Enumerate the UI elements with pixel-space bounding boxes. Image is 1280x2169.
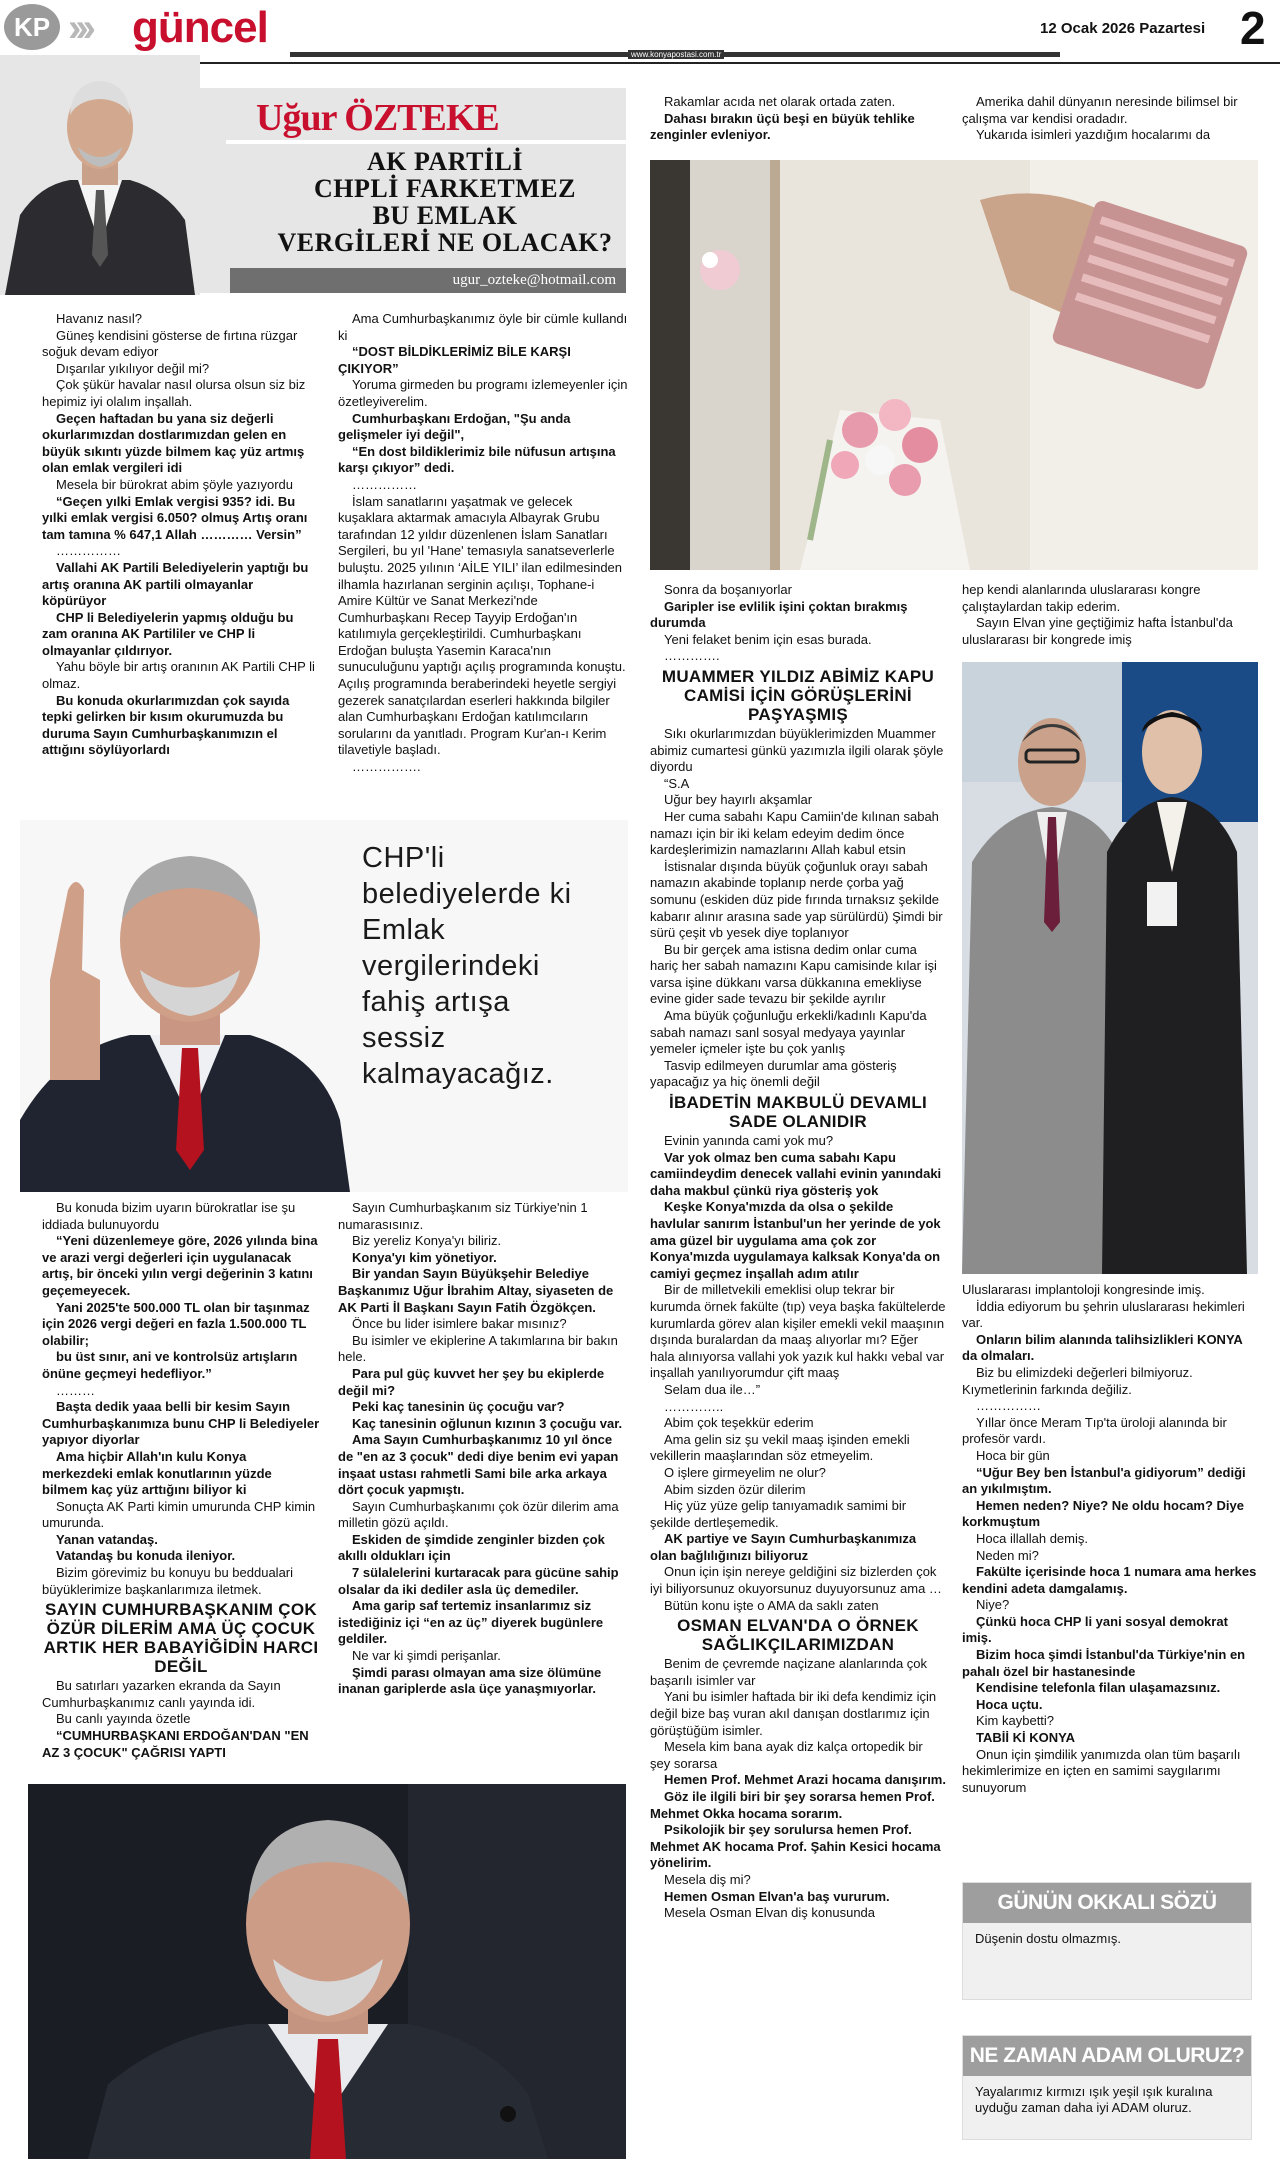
- paragraph: Vatandaş bu konuda ileniyor.: [56, 1548, 236, 1564]
- paragraph: Hemen neden? Niye? Ne oldu hocam? Diye korkmuştum: [962, 1497, 1244, 1530]
- paragraph: Var yok olmaz ben cuma sabahı Kapu camiindeydim denecek vallahi evinin yanındaki daha makbul çünkü riya gösteriş yok: [650, 1149, 942, 1198]
- paragraph: Ama garip saf tertemiz insanlarımız siz istediğiniz içi “en az üç” diyerek bugünlere geldiler.: [338, 1598, 604, 1647]
- paragraph: Tasvip edilmeyen durumlar ama gösteriş yapacağız ya hiç önemli değil: [650, 1057, 897, 1090]
- paragraph: Ama Cumhurbaşkanımız öyle bir cümle kullandı ki: [338, 311, 628, 343]
- paragraph: Abim çok teşekkür ederim: [664, 1415, 814, 1431]
- paragraph: Uğur bey hayırlı akşamlar: [664, 792, 813, 808]
- paragraph: Para pul güç kuvvet her şey bu ekiplerde değil mi?: [338, 1365, 605, 1398]
- quote-line: sessiz: [362, 1022, 446, 1054]
- paragraph: Onların bilim alanında talihsizlikleri KONYA da olmaları.: [962, 1331, 1243, 1364]
- paragraph: “Yeni düzenlemeye göre, 2026 yılında bina ve arazi vergi değerleri için uygulanacak artış, bir önceki yılın vergi değerinin 3 katını geçemeyecek.: [42, 1233, 318, 1298]
- paragraph: Peki kaç tanesinin üç çocuğu var?: [352, 1399, 565, 1415]
- article-column: [650, 94, 946, 144]
- wedding-photo: [650, 160, 1258, 570]
- paragraph: Dahası bırakın üçü beşi en büyük tehlike zenginler evleniyor.: [650, 110, 915, 143]
- paragraph: Bizim hoca şimdi İstanbul'da Türkiye'nin en pahalı özel bir hastanesinde: [962, 1647, 1246, 1679]
- section-name: güncel: [132, 3, 268, 52]
- paragraph: Garipler ise evlilik işini çoktan bırakmış durumda: [650, 598, 908, 631]
- saying-box-title: GÜNÜN OKKALI SÖZÜ: [963, 1883, 1251, 1923]
- wedding-money-image: [650, 160, 1258, 570]
- paragraph: Yoruma girmeden bu programı izlemeyenler için özetleyiverelim.: [338, 377, 628, 409]
- paragraph: Rakamlar acıda net olarak ortada zaten.: [664, 94, 896, 109]
- section-subheading: SAYIN CUMHURBAŞKANIM ÇOK ÖZÜR DİLERİM AMA ÜÇ ÇOCUK ARTIK HER BABAYİĞİDİN HARCI DEĞİL: [43, 1600, 319, 1677]
- author-photo: [0, 55, 200, 295]
- article-column: [338, 311, 628, 776]
- paragraph: “Geçen yılki Emlak vergisi 935? idi. Bu yılki emlak vergisi 6.050? olmuş Artış oranı tam tamına % 647,1 Allah ………… Versin”: [42, 493, 308, 542]
- saying-box-text: Düşenin dostu olmazmış.: [975, 1931, 1121, 1946]
- quote-line: belediyelerde ki: [362, 878, 572, 910]
- paragraph: Bu konuda okurlarımızdan çok sayıda tepki gelirken bir kısım okurumuzda bu duruma Sayın Cumhurbaşkanımızın el attığını söylüyorlardı: [42, 692, 290, 758]
- paragraph: İddia ediyorum bu şehrin uluslararası hekimleri var.: [962, 1298, 1245, 1331]
- paragraph: Dışarılar yıkılıyor değil mi?: [56, 360, 210, 376]
- paragraph: Ama büyük çoğunluğu erkekli/kadınlı Kapu'da sabah namazı sanl sosyal medyaya yayınlar yemeler içmeler işte bu çok yanlış: [650, 1008, 927, 1057]
- paragraph: ……………: [56, 543, 121, 559]
- paragraph: Biz yereliz Konya'yı biliriz.: [352, 1233, 502, 1249]
- masthead: [0, 0, 1280, 62]
- quote-line: vergilerindeki: [362, 950, 540, 982]
- quote-line: kalmayacağız.: [362, 1058, 554, 1090]
- paragraph: İslam sanatlarını yaşatmak ve gelecek kuşaklara aktarmak amacıyla Albayrak Grubu tarafından 12 yıldır düzenlenen İslam Sanatları Sergileri, bu yıl 'Hane' temasıyla sanatseverlerle buluştu. 2025 yılının ‘AİLE YILI’ ilan edilmesinden ilhamla hazırlanan serginin açılışı, Tophane-i Amire Kültür ve Sanat Merkezi'nde Cumhurbaşkanı Recep Tayyip Erdoğan'ın katılımıyla gerçekleştirildi. Cumhurbaşkanı Erdoğan buluşta Yasemin Karaca'nın sunuculuğunu yaptığı açılış programında konuştu. Açılış programında beraberindeki heyetle sergiyi gezerek sanatçılardan eserleri hakkında bilgiler alan Cumhurbaşkanı Erdoğan katılımcıların sorularını da yanıtladı. Program Kur'an-ı Kerim tilavetiyle başladı.: [338, 493, 626, 758]
- paragraph: Onun için işin nereye geldiğini siz bizlerden çok iyi biliyorsunuz okuyorsunuz duyuyorsunuz ama …: [650, 1564, 942, 1597]
- paragraph: CHP li Belediyelerin yapmış olduğu bu zam oranına AK Partililer ve CHP li olmayanlar çıldırıyor.: [42, 609, 294, 658]
- paragraph: İstisnalar dışında büyük çoğunluk orayı sabah namazın akabinde toplanıp nerde çorba yağ somunu (eskiden düz pide fırında tırnaksız şekilde kabarır alınır arasına sade yap sürülürdü) Şimdi bir sürü çeşit vb yesek diye toplanıyor: [650, 858, 943, 941]
- paragraph: Fakülte içerisinde hoca 1 numara ama herkes kendini adeta damgalamış.: [962, 1564, 1257, 1596]
- article-column: [650, 582, 946, 1922]
- section-subheading: OSMAN ELVAN'DA O ÖRNEK SAĞLIKÇILARIMIZDAN: [677, 1616, 919, 1655]
- paragraph: Güneş kendisini gösterse de fırtına rüzgar soğuk devam ediyor: [42, 327, 298, 360]
- kp-logo: KP: [4, 4, 60, 50]
- paragraph: Sıkı okurlarımızdan büyüklerimizden Muammer abimiz cumartesi günkü yazımızla ilgili olarak şöyle diyordu: [650, 725, 944, 775]
- paragraph: Mesela Osman Elvan diş konusunda: [664, 1905, 876, 1921]
- paragraph: Bu isimler ve ekiplerine A takımlarına bir bakın hele.: [338, 1332, 618, 1365]
- paragraph: Mesela kim bana ayak diz kalça ortopedik bir şey sorarsa: [650, 1739, 923, 1771]
- article-column: [962, 94, 1258, 144]
- paragraph: Abim sizden özür dilerim: [664, 1481, 806, 1497]
- erdogan-quote-image: [20, 820, 628, 1192]
- page-number: 2: [1240, 2, 1266, 54]
- paragraph: Konya'yı kim yönetiyor.: [352, 1249, 497, 1265]
- paragraph: Uluslararası implantoloji kongresinde imiş.: [962, 1282, 1205, 1297]
- paragraph: “DOST BİLDİKLERİMİZ BİLE KARŞI ÇIKIYOR”: [338, 344, 571, 376]
- paragraph: Bizim görevimiz bu konuyu bu beddualari büyüklerimize başkanlarımıza iletmek.: [42, 1565, 294, 1597]
- paragraph: Ama Sayın Cumhurbaşkanımız 10 yıl önce de "en az 3 çocuk" dedi diye benim evi yapan inşaat ustası rahmetli Sami bile arka arkaya dört çocuk yapmıştı.: [338, 1432, 619, 1498]
- paragraph: Her cuma sabahı Kapu Camiin'de kılınan sabah namazı için bir iki kelam edeyim dedim önce kardeşlerimizin namazlarını Allah kabul etsin: [650, 808, 939, 858]
- paragraph: Ama hiçbir Allah'ın kulu Konya merkezdeki emlak konutlarının yüzde bilmem kaç yüz arttığını biliyor ki: [42, 1448, 272, 1498]
- paragraph: Psikolojik bir şey sorulursa hemen Prof. Mehmet AK hocama Prof. Şahin Kesici hocama yönelirim.: [650, 1822, 941, 1871]
- paragraph: Havanız nasıl?: [56, 311, 142, 326]
- paragraph: Bir de milletvekili emeklisi olup tekrar bir kurumda örnek fakülte (tıp) veya başka fakültelerde kurumlarda görev alan kişiler emekli vekil maaşının dışında buralardan da maaş alıyorlar mı? Eğer hala alınıyorsa vallahi yok yazık kul hakkı vebal var inşallah yanılıyorumdur çift maaş: [650, 1282, 946, 1381]
- article-column: [42, 311, 320, 759]
- article-column: [42, 1200, 320, 1761]
- paragraph: Hemen Prof. Mehmet Arazi hocama danışırım.: [664, 1772, 946, 1788]
- manners-box: [962, 2035, 1252, 2140]
- paragraph: Çok şükür havalar nasıl olursa olsun siz biz hepimiz iyi olalım inşallah.: [42, 377, 306, 409]
- saying-box: [962, 1882, 1252, 2000]
- paragraph: Hoca uçtu.: [976, 1696, 1043, 1712]
- paragraph: Yanan vatandaş.: [56, 1531, 158, 1547]
- paragraph: Amerika dahil dünyanın neresinde bilimsel bir çalışma var kendisi oradadır.: [962, 94, 1238, 126]
- manners-box-title: NE ZAMAN ADAM OLURUZ?: [963, 2036, 1251, 2076]
- erdogan-portrait-image: [28, 1784, 626, 2159]
- paragraph: …………..: [664, 1398, 724, 1414]
- paragraph: O işlere girmeyelim ne olur?: [664, 1464, 826, 1480]
- paragraph: “S.A: [664, 775, 690, 791]
- paragraph: Eskiden de şimdide zenginler bizden çok akıllı oldukları için: [338, 1531, 605, 1564]
- paragraph: Niye?: [976, 1597, 1010, 1613]
- paragraph: Şimdi parası olmayan ama size ölümüne inanan gariplerde asla üçe yanaşmıyorlar.: [338, 1664, 602, 1697]
- paragraph: Yani 2025'te 500.000 TL olan bir taşınmaz için 2026 vergi değeri en fazla 1.500.000 TL olabilir;: [42, 1299, 310, 1348]
- paragraph: Bu bir gerçek ama istisna dedim onlar cuma hariç her sabah namazını Kapu camisinde kılar işi varsa işine dükkanı varsa dükkanına emekliyse evine gider sade tevazu bir şekilde ayrılır: [650, 941, 937, 1007]
- author-rule: [226, 140, 626, 144]
- paragraph: Neden mi?: [976, 1547, 1039, 1563]
- paragraph: Başta dedik yaaa belli bir kesim Sayın Cumhurbaşkanımıza bunu CHP li Belediyeler yapıyor diyorlar: [42, 1399, 320, 1448]
- issue-date: 12 Ocak 2026 Pazartesi: [1040, 20, 1206, 37]
- author-email: ugur_ozteke@hotmail.com: [230, 268, 626, 293]
- paragraph: Ama gelin siz şu vekil maaş işinden emekli vekillerin maaşlarından söz etmeyelim.: [650, 1431, 910, 1464]
- paragraph: Bu canlı yayında özetle: [56, 1711, 191, 1727]
- paragraph: hep kendi alanlarında uluslararası kongre çalıştaylardan takip ederim.: [962, 582, 1201, 614]
- paragraph: 7 sülalelerini kurtaracak para gücüne sahip olsalar da iki dediler asla üç demediler.: [338, 1565, 619, 1597]
- paragraph: AK partiye ve Sayın Cumhurbaşkanımıza olan bağlılığınızı biliyoruz: [650, 1531, 917, 1563]
- paragraph: “Uğur Bey ben İstanbul'a gidiyorum” dediği an yıkılmıştım.: [962, 1464, 1246, 1497]
- congress-photo: [962, 662, 1258, 1274]
- quote-overlay-text: [362, 840, 572, 1092]
- paragraph: Evinin yanında cami yok mu?: [664, 1133, 834, 1149]
- author-name: Uğur ÖZTEKE: [256, 97, 499, 139]
- paragraph: bu üst sınır, ani ve kontrolsüz artışların önüne geçmeyi hedefliyor.”: [42, 1349, 298, 1381]
- paragraph: Çünkü hoca CHP li yani sosyal demokrat imiş.: [962, 1613, 1228, 1646]
- paragraph: Cumhurbaşkanı Erdoğan, "Şu anda gelişmeler iyi değil",: [338, 410, 571, 443]
- two-men-photo: [962, 662, 1258, 1274]
- article-column: [338, 1200, 628, 1698]
- headline-line: CHPLİ FARKETMEZ: [314, 174, 576, 203]
- paragraph: Hemen Osman Elvan'a baş vururum.: [664, 1888, 890, 1904]
- paragraph: Biz bu elimizdeki değerleri bilmiyoruz. Kıymetlerinin farkında değiliz.: [962, 1364, 1193, 1397]
- paragraph: TABİİ Kİ KONYA: [976, 1730, 1075, 1746]
- paragraph: Bir yandan Sayın Büyükşehir Belediye Başkanımız Uğur İbrahim Altay, siyaseten de AK Parti İl Başkanı Sayın Fatih Özgökçen.: [338, 1266, 614, 1315]
- paragraph: Kim kaybetti?: [976, 1713, 1055, 1729]
- paragraph: Yukarıda isimleri yazdığım hocalarımı da: [976, 127, 1211, 143]
- portrait-photo: [28, 1784, 626, 2159]
- masthead-site: www.konyapostasi.com.tr: [628, 50, 724, 59]
- paragraph: “CUMHURBAŞKANI ERDOĞAN'DAN "EN AZ 3 ÇOCUK" ÇAĞRISI YAPTI: [42, 1728, 309, 1760]
- paragraph: Kendisine telefonla filan ulaşamazsınız.: [976, 1680, 1221, 1696]
- paragraph: Yeni felaket benim için esas burada.: [664, 631, 872, 647]
- paragraph: Kaç tanesinin oğlunun kızının 3 çocuğu var.: [352, 1415, 623, 1431]
- paragraph: Sayın Elvan yine geçtiğimiz hafta İstanbul'da uluslararası bir kongrede imiş: [962, 615, 1233, 647]
- headline: [270, 148, 620, 256]
- quote-line: fahiş artışa: [362, 986, 510, 1018]
- headline-line: VERGİLERİ NE OLACAK?: [277, 228, 613, 257]
- paragraph: Mesela diş mi?: [664, 1871, 751, 1887]
- paragraph: Hiç yüz yüze gelip tanıyamadık samimi bir şekilde dertleşemedik.: [650, 1498, 907, 1530]
- quote-line: CHP'li: [362, 842, 445, 874]
- paragraph: Mesela bir bürokrat abim şöyle yazıyordu: [56, 476, 293, 492]
- paragraph: Geçen haftadan bu yana siz değerli okurlarımızdan dostlarımızdan gelen en büyük sıkıntı yüzde bilmem kaç yüz artmış olan emlak vergileri idi: [42, 410, 305, 476]
- paragraph: Yani bu isimler haftada bir iki defa kendimiz için değil bize baş vuran akıl danışan dostlarımız için görüştüğüm isimler.: [650, 1689, 937, 1738]
- paragraph: Yahu böyle bir artış oranının AK Partili CHP li olmaz.: [42, 659, 315, 692]
- paragraph: Sonra da boşanıyorlar: [664, 582, 792, 597]
- paragraph: Önce bu lider isimlere bakar mısınız?: [352, 1316, 567, 1332]
- paragraph: Ne var ki şimdi perişanlar.: [352, 1648, 501, 1664]
- paragraph: Hoca bir gün: [976, 1447, 1050, 1463]
- manners-box-text: Yayalarımız kırmızı ışık yeşil ışık kuralına uyduğu zaman daha iyi ADAM oluruz.: [975, 2084, 1213, 2115]
- section-subheading: MUAMMER YILDIZ ABİMİZ KAPU CAMİSİ İÇİN GÖRÜŞLERİNİ PAŞYAŞMIŞ: [661, 666, 935, 724]
- paragraph: Onun için şimdilik yanımızda olan tüm başarılı hekimlerimize en içten en samimi saygılarımı sunuyorum: [962, 1746, 1241, 1795]
- paragraph: Bu konuda bizim uyarın bürokratlar ise şu iddiada bulunuyordu: [42, 1200, 296, 1232]
- paragraph: “En dost bildiklerimiz bile nüfusun artışına karşı çıkıyor” dedi.: [338, 443, 616, 476]
- paragraph: Yıllar önce Meram Tıp'ta üroloji alanında bir profesör vardı.: [962, 1414, 1227, 1447]
- headline-line: BU EMLAK: [372, 201, 518, 230]
- paragraph: Vallahi AK Partili Belediyelerin yaptığı bu artış oranına AK partili olmayanlar köpürüyor: [42, 559, 309, 609]
- quote-line: Emlak: [362, 914, 446, 946]
- paragraph: Sayın Cumhurbaşkanımı çok özür dilerim ama milletin gözü açıldı.: [338, 1498, 619, 1531]
- paragraph: …………….: [352, 759, 421, 775]
- paragraph: Hoca illallah demiş.: [976, 1530, 1088, 1546]
- paragraph: Benim de çevremde naçizane alanlarında çok başarılı isimler var: [650, 1656, 928, 1688]
- paragraph: Bu satırları yazarken ekranda da Sayın Cumhurbaşkanımız canlı yayında idi.: [42, 1678, 281, 1710]
- paragraph: Sonuçta AK Parti kimin umurunda CHP kimin umurunda.: [42, 1498, 316, 1531]
- paragraph: Bütün konu işte o AMA da saklı zaten: [664, 1597, 879, 1613]
- paragraph: ……………: [352, 476, 417, 492]
- paragraph: Sayın Cumhurbaşkanım siz Türkiye'nin 1 numarasısınız.: [338, 1200, 588, 1232]
- paragraph: Göz ile ilgili biri bir şey sorarsa hemen Prof. Mehmet Okka hocama sorarım.: [650, 1789, 935, 1821]
- paragraph: ………….: [664, 648, 720, 664]
- article-column: [962, 1282, 1258, 1796]
- paragraph: Keşke Konya'mızda da olsa o şekilde havlular sanırım İstanbul'un her yerinde de yok ama güzel bir uygulama ama çok zor Konya'mızda uygulamaya kalksak Konya'da on camiyi geçmez inşallah adım atılır: [650, 1199, 941, 1281]
- paragraph: ……………: [976, 1398, 1041, 1414]
- section-subheading: İBADETİN MAKBULÜ DEVAMLI SADE OLANIDIR: [668, 1093, 928, 1132]
- article-column: [962, 582, 1258, 648]
- paragraph: Selam dua ile…”: [664, 1381, 761, 1397]
- chevrons-icon: ›››: [68, 6, 90, 50]
- paragraph: ………: [56, 1382, 95, 1398]
- headline-line: AK PARTİLİ: [366, 147, 523, 176]
